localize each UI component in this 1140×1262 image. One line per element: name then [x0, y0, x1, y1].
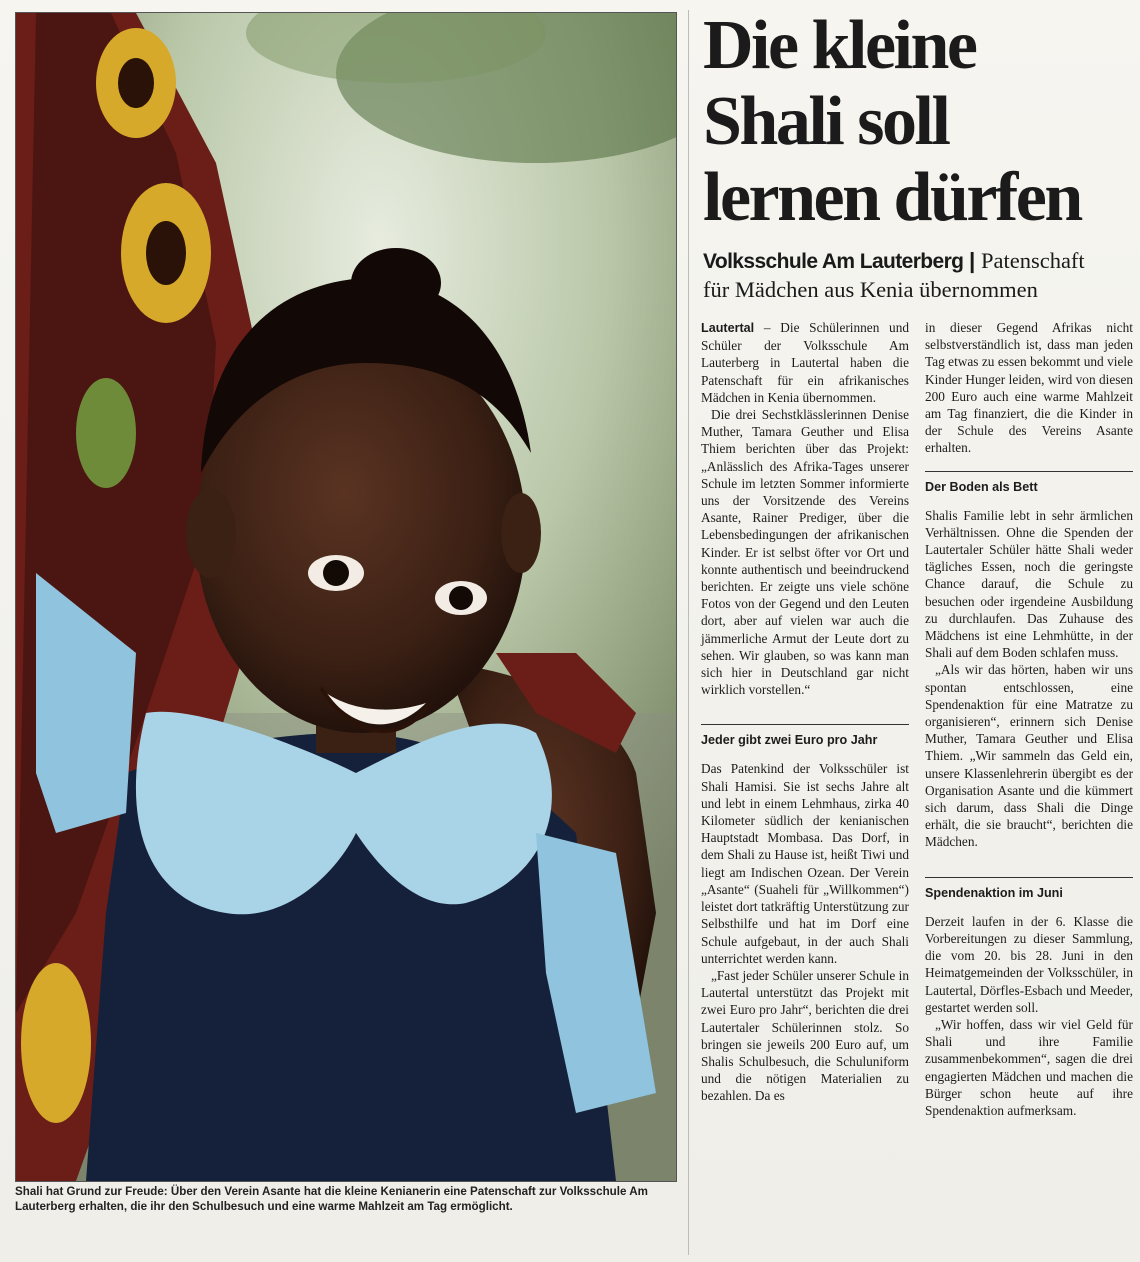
- article-column-1: [701, 319, 909, 1105]
- subhead-topic-2: für Mädchen aus Kenia übernommen: [703, 277, 1038, 302]
- headline-line-2: Shali soll: [703, 83, 949, 160]
- paragraph: Das Patenkind der Volksschüler ist Shali Hamisi. Sie ist sechs Jahre alt und lebt in einem Lehmhaus, zirka 40 Kilometer südlich der kenianischen Hauptstadt Mombasa. Das Dorf, in dem Shali zu Hause ist, heißt Tiwi und liegt am Indischen Ozean. Der Verein „Asante“ (Suaheli für „Willkommen“) leistet dort tatkräftig Unterstützung zur Selbsthilfe und hat im Dorf eine Schule aufgebaut, in der auch Shali unterrichtet werden kann.: [701, 761, 909, 966]
- paragraph: [701, 319, 909, 406]
- photo-girl-in-school-uniform-icon: [16, 13, 676, 1181]
- dateline-place: Lautertal: [701, 321, 755, 335]
- subheadline: [703, 247, 1138, 304]
- section-heading: Spendenaktion im Juni: [925, 877, 1133, 913]
- section-heading: Jeder gibt zwei Euro pro Jahr: [701, 724, 909, 760]
- headline-line-3: lernen dürfen: [703, 159, 1081, 236]
- paragraph: „Wir hoffen, dass wir viel Geld für Shali und ihre Familie zusammenbekommen“, sagen die drei engagierten Mädchen und machen die Bürger schon heute auf ihre Spendenaktion aufmerksam.: [925, 1016, 1133, 1118]
- paragraph: „Fast jeder Schüler unserer Schule in Lautertal unterstützt das Projekt mit zwei Euro pro Jahr“, berichten die drei Lautertaler Schülerinnen stolz. So bringen sie jeweils 200 Euro auf, um Shalis Schulbesuch, die Schuluniform und die nötigen Materialien zu bezahlen. Da es: [701, 967, 909, 1104]
- article-column-2: [925, 319, 1133, 1119]
- paragraph: Die drei Sechstklässlerinnen Denise Muther, Tamara Geuther und Elisa Thiem berichten über das Projekt: „Anlässlich des Afrika-Tages unserer Schule im letzten Sommer informierte uns der Vorsitzende des Vereins Asante, Rainer Prediger, über die Lebensbedingungen der afrikanischen Kinder. Er ist selbst öfter vor Ort und konnte authentisch und beeindruckend berichten. Er zeigte uns viele schöne Fotos von der Gegend und den Leuten dort, aber auf vielen war auch die jämmerliche Armut der Leute dort zu sehen. Wir glauben, so was kann man sich hier in Deutschland gar nicht wirklich vorstellen.“: [701, 407, 909, 698]
- column-divider: [688, 10, 689, 1255]
- paragraph: Derzeit laufen in der 6. Klasse die Vorbereitungen zu dieser Sammlung, die vom 20. bis 28. Juni in den Heimatgemeinden der Volksschüler, in Lautertal, Dörfles-Esbach und Meeder, gestartet werden soll.: [925, 913, 1133, 1015]
- paragraph: „Als wir das hörten, haben wir uns spontan entschlossen, eine Spendenaktion für eine Matratze zu organisieren“, erinnern sich Denise Muther, Tamara Geuther und Elisa Thiem. „Wir sammeln das Geld ein, unsere Klassenlehrerin übergibt es der Organisation Asante und die kümmert sich darum, dass Shali die Dinge erhält, die sie braucht“, berichten die Mädchen.: [925, 662, 1133, 850]
- paragraph: in dieser Gegend Afrikas nicht selbstverständlich ist, dass man jeden Tag etwas zu essen bekommt und viele Kinder Hunger leiden, wird von diesen 200 Euro auch eine warme Mahlzeit am Tag finanziert, die die Kinder in der Schule des Vereins Asante erhalten.: [925, 320, 1133, 456]
- subhead-school: Volksschule Am Lauterberg: [703, 250, 964, 273]
- section-heading: Der Boden als Bett: [925, 471, 1133, 507]
- article-photo: [15, 12, 677, 1182]
- paragraph: Shalis Familie lebt in sehr ärmlichen Verhältnissen. Ohne die Spenden der Lautertaler Schüler hätte Shali weder tägliches Essen, noch die geringste Chance darauf, die Schule zu besuchen oder irgendeine Ausbildung zu durchlaufen. Das Zuhause des Mädchens ist eine Lehmhütte, in der Shali auf dem Boden schlafen muss.: [925, 507, 1133, 661]
- subhead-topic-1: Patenschaft: [980, 248, 1085, 273]
- headline: [703, 8, 1138, 236]
- headline-line-1: Die kleine: [703, 7, 976, 84]
- photo-caption: Shali hat Grund zur Freude: Über den Verein Asante hat die kleine Kenianerin eine Patenschaft zur Volksschule Am Lauterberg erhalten, die ihr den Schulbesuch und eine warme Mahlzeit am Tag ermöglicht.: [15, 1185, 648, 1213]
- subhead-separator: |: [969, 248, 976, 273]
- paragraph-text: – Die Schülerinnen und Schüler der Volksschule Am Lauterberg in Lautertal haben die Patenschaft für ein afrikanisches Mädchen in Kenia übernommen.: [701, 320, 909, 405]
